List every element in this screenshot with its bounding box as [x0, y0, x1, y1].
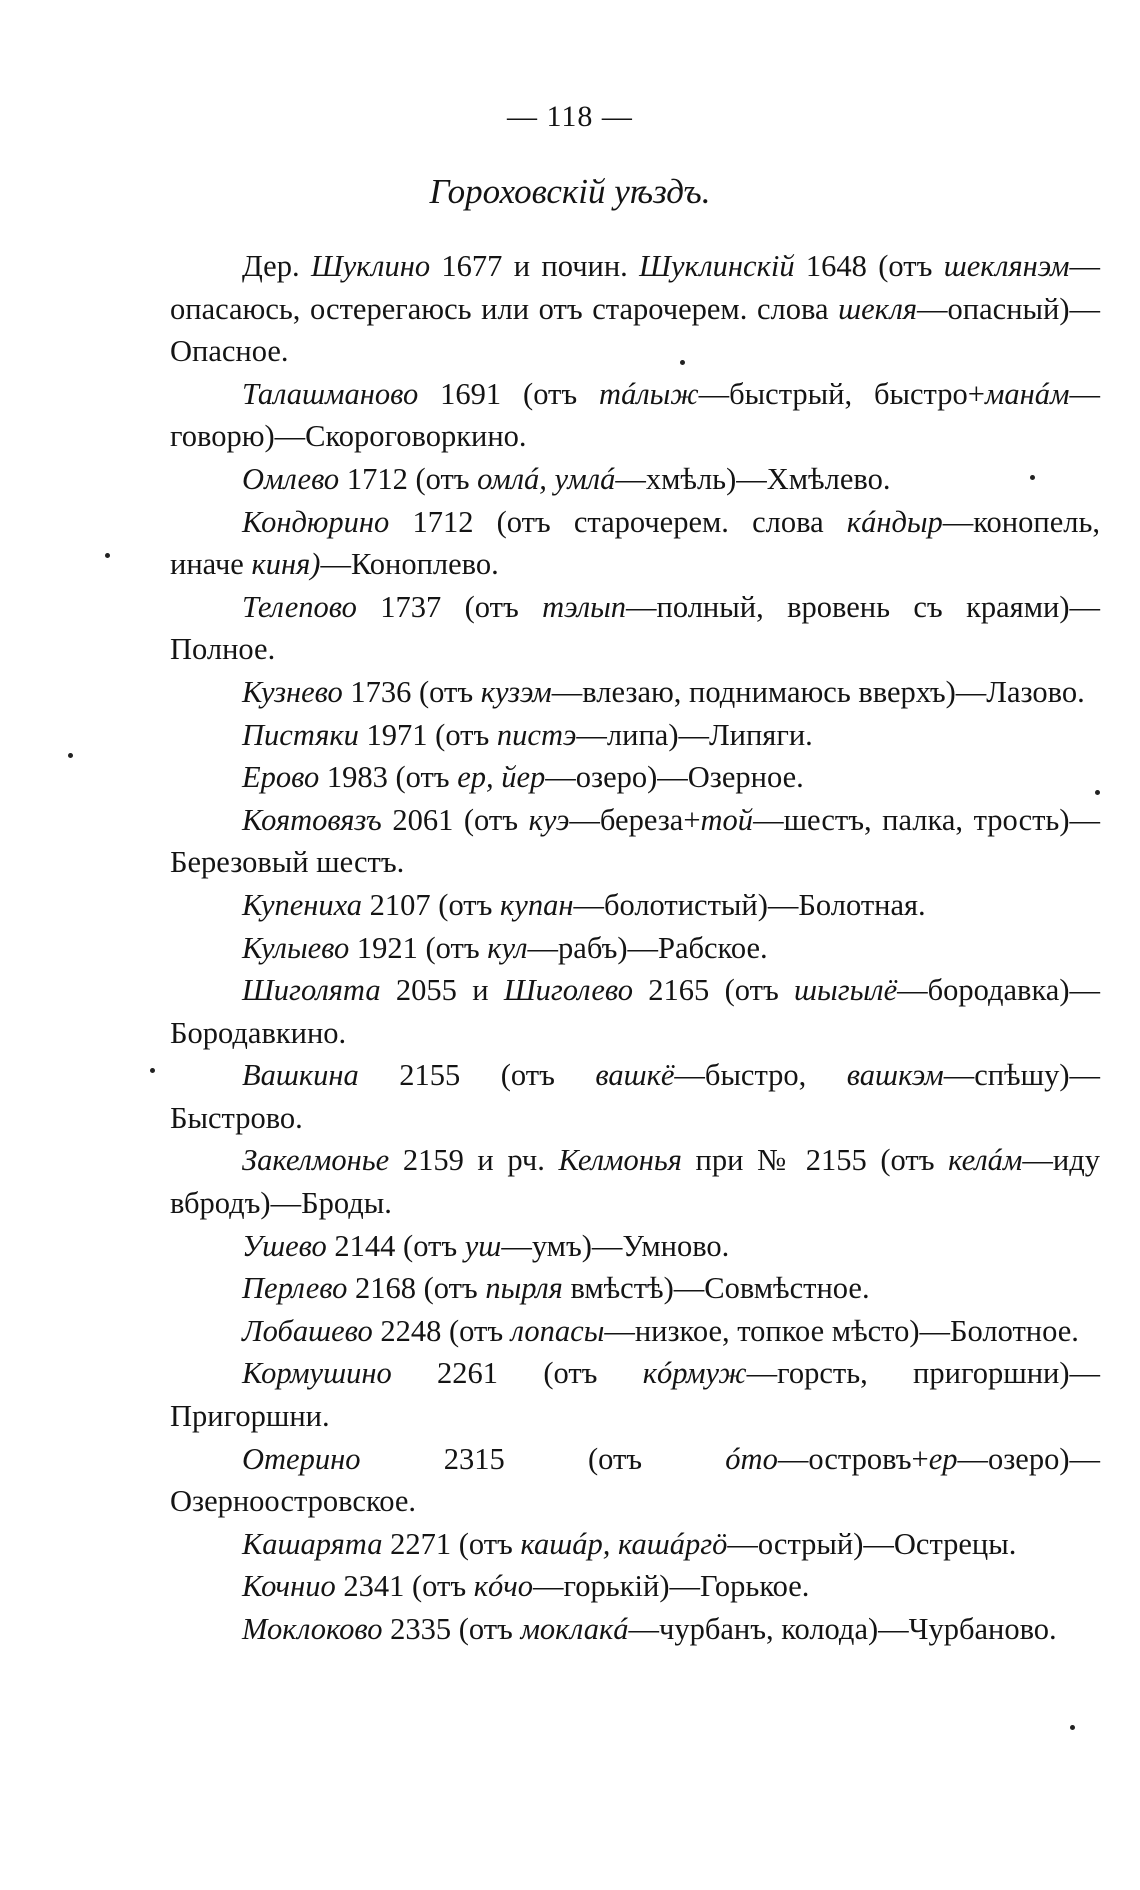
entry-text: —низкое, топкое мѣсто)—Болотное.: [604, 1313, 1079, 1348]
section-title: Гороховскій уѣздъ.: [429, 172, 711, 211]
etymology-word: моклакá: [520, 1612, 629, 1646]
place-name: Перлево: [242, 1271, 348, 1306]
scan-speck: [1070, 1725, 1075, 1730]
entry-text: 1691 (отъ: [418, 376, 600, 411]
entry-paragraph: [170, 1054, 1100, 1139]
place-name: Отерино: [242, 1441, 361, 1476]
entry-text: —умъ)—Умново.: [501, 1228, 730, 1263]
entry-text: —липа)—Липяги.: [576, 717, 813, 752]
etymology-word: омлá, умлá: [477, 461, 616, 496]
etymology-word: пырля: [485, 1271, 563, 1306]
etymology-word: Шуклинскій: [639, 249, 795, 283]
entry-text: —болотистый)—Болотная.: [573, 887, 926, 922]
etymology-word: кóчо: [473, 1569, 534, 1604]
etymology-word: вашкё: [595, 1058, 675, 1093]
entry-text: 2315 (отъ: [360, 1441, 726, 1476]
entry-text: 2261 (отъ: [391, 1356, 643, 1391]
entry-paragraph: [170, 1565, 1100, 1608]
etymology-word: óто: [725, 1441, 778, 1476]
entry-text: —островъ+: [777, 1441, 929, 1476]
place-name: Кузнево: [242, 674, 343, 709]
entry-text: —горсть, пригоршни)—Пригоршни.: [170, 1356, 1100, 1434]
entry-text: 2061 (отъ: [381, 802, 529, 837]
entry-paragraph: [170, 1225, 1100, 1268]
entry-paragraph: [170, 799, 1100, 884]
etymology-word: тэлып: [542, 589, 627, 624]
entry-text: Дер.: [242, 249, 311, 283]
entry-paragraph: [170, 245, 1100, 373]
etymology-word: кáндыр: [846, 504, 943, 539]
place-name: Ушево: [242, 1228, 327, 1263]
entry-paragraph: [170, 756, 1100, 799]
place-name: Кашарята: [242, 1526, 383, 1561]
etymology-word: шекля: [838, 291, 918, 326]
etymology-word: ер: [928, 1441, 958, 1476]
entry-text: —полный, вровень съ краями)—Полное.: [170, 589, 1100, 667]
entry-text: 2107 (отъ: [362, 887, 501, 922]
place-name: Пистяки: [242, 717, 359, 752]
entry-text: 1971 (отъ: [358, 717, 497, 752]
entry-paragraph: [170, 1438, 1100, 1523]
place-name: Вашкина: [242, 1058, 359, 1093]
entry-text: вмѣстѣ)—Совмѣстное.: [562, 1271, 870, 1306]
entry-paragraph: [170, 714, 1100, 757]
place-name: Ерово: [242, 760, 320, 795]
etymology-word: уш: [464, 1228, 502, 1263]
entry-text: —спѣшу)—Быстрово.: [170, 1058, 1100, 1135]
entry-text: 2155 (отъ: [358, 1058, 596, 1093]
entry-text: —береза+: [569, 802, 701, 837]
entry-text: —острый)—Острецы.: [727, 1526, 1017, 1561]
place-name: Моклоково: [242, 1612, 383, 1646]
entry-text: —озеро)—Озерное.: [545, 760, 804, 795]
entry-text: 1983 (отъ: [319, 760, 458, 795]
etymology-word: келáм: [948, 1143, 1023, 1178]
etymology-word: кул: [487, 930, 528, 965]
place-name: Кулыево: [242, 930, 350, 965]
entry-text: 2335 (отъ: [382, 1612, 521, 1646]
etymology-word: купан: [500, 887, 574, 922]
scan-speck: [150, 1068, 155, 1073]
entry-text: —горькій)—Горькое.: [533, 1569, 810, 1604]
entry-text: 1736 (отъ: [342, 674, 481, 709]
place-name: Шиголята: [242, 973, 381, 1008]
entry-text: 1712 (отъ: [339, 461, 478, 496]
entry-paragraph: [170, 1139, 1100, 1224]
place-name: Коятовязъ: [242, 802, 382, 837]
entry-paragraph: [170, 1523, 1100, 1566]
etymology-word: кашáр, кашáргö: [520, 1526, 728, 1561]
entry-text: —влезаю, поднимаюсь вверхъ)—Лазово.: [551, 674, 1085, 709]
entry-text: 1921 (отъ: [349, 930, 488, 965]
entry-text: —рабъ)—Рабское.: [527, 930, 768, 965]
entry-text: 1648 (отъ: [794, 249, 944, 283]
entry-paragraph: [170, 1267, 1100, 1310]
entry-text: —быстро,: [674, 1058, 847, 1093]
place-name: Купениха: [242, 887, 363, 922]
entry-paragraph: [170, 586, 1100, 671]
entry-text: —озеро)—Озерноостровское.: [170, 1441, 1100, 1519]
entry-paragraph: [170, 884, 1100, 927]
etymology-word: кузэм: [480, 674, 552, 709]
entry-text: 2271 (отъ: [382, 1526, 521, 1561]
entry-text: —Коноплево.: [320, 547, 499, 582]
etymology-word: пистэ: [496, 717, 577, 752]
etymology-word: Келмонья: [558, 1143, 682, 1178]
scan-speck: [1095, 790, 1100, 795]
entry-text: 2165 (отъ: [632, 973, 795, 1008]
entry-paragraph: [170, 927, 1100, 970]
entry-text: 1737 (отъ: [356, 589, 543, 624]
entry-text: —опасный)—Опасное.: [170, 291, 1100, 369]
etymology-word: Шиголево: [503, 973, 633, 1008]
entry-text: 2159 и рч.: [389, 1143, 559, 1178]
entry-text: 2341 (отъ: [335, 1569, 474, 1604]
etymology-word: куэ: [528, 802, 570, 837]
scan-speck: [105, 553, 110, 558]
etymology-word: Шуклино: [310, 249, 431, 283]
place-name: Омлево: [242, 461, 340, 496]
etymology-word: шеклянэм: [943, 249, 1070, 283]
entry-text: 2144 (отъ: [326, 1228, 465, 1263]
entry-text: —шестъ, палка, трость)—Березовый шестъ.: [170, 802, 1100, 880]
etymology-word: вашкэм: [846, 1058, 944, 1093]
entry-text: —бородавка)—Бородавкино.: [170, 973, 1101, 1050]
place-name: Кормушино: [242, 1356, 392, 1391]
etymology-word: ер, йер: [457, 760, 546, 795]
entry-text: 2168 (отъ: [347, 1271, 486, 1306]
etymology-word: шыгылё: [794, 973, 898, 1008]
etymology-word: той: [700, 802, 754, 837]
entry-paragraph: [170, 969, 1100, 1054]
entry-text: —говорю)—Скороговоркино.: [170, 376, 1101, 454]
entry-text: —конопель, иначе: [170, 504, 1100, 582]
place-name: Лобашево: [242, 1313, 373, 1348]
entry-text: —иду вбродъ)—Броды.: [170, 1143, 1100, 1221]
scan-speck: [680, 360, 685, 365]
entry-text: 2248 (отъ: [372, 1313, 511, 1348]
place-name: Талашманово: [242, 376, 419, 411]
place-name: Кочнио: [242, 1569, 336, 1604]
entry-text: —хмѣль)—Хмѣлево.: [615, 461, 891, 496]
entry-paragraph: [170, 458, 1100, 501]
entry-text: 1677 и почин.: [430, 249, 640, 283]
entries-list: [170, 245, 1100, 1651]
entry-paragraph: [170, 373, 1100, 458]
entry-paragraph: [170, 1352, 1100, 1437]
etymology-word: киня): [251, 547, 321, 582]
entry-text: —опасаюсь, остерегаюсь или отъ старочерем. слова: [170, 249, 1101, 326]
entry-paragraph: [170, 1310, 1100, 1353]
entry-text: при № 2155 (отъ: [681, 1143, 949, 1178]
entry-text: —быстрый, быстро+: [698, 376, 985, 411]
etymology-word: кóрмуж: [642, 1356, 747, 1391]
scan-speck: [68, 753, 73, 758]
etymology-word: тáлыж: [599, 376, 699, 411]
entry-text: 1712 (отъ старочерем. слова: [389, 504, 847, 539]
place-name: Телепово: [242, 589, 357, 624]
etymology-word: лопасы: [510, 1313, 605, 1348]
page-number: — 118 —: [507, 100, 633, 133]
place-name: Закелмонье: [242, 1143, 390, 1178]
etymology-word: манáм: [984, 376, 1070, 411]
entry-text: 2055 и: [380, 973, 504, 1008]
entry-paragraph: [170, 1608, 1100, 1651]
place-name: Кондюрино: [242, 504, 390, 539]
scan-speck: [1030, 475, 1035, 480]
entry-text: —чурбанъ, колода)—Чурбаново.: [628, 1612, 1057, 1646]
entry-paragraph: [170, 671, 1100, 714]
entry-paragraph: [170, 501, 1100, 586]
